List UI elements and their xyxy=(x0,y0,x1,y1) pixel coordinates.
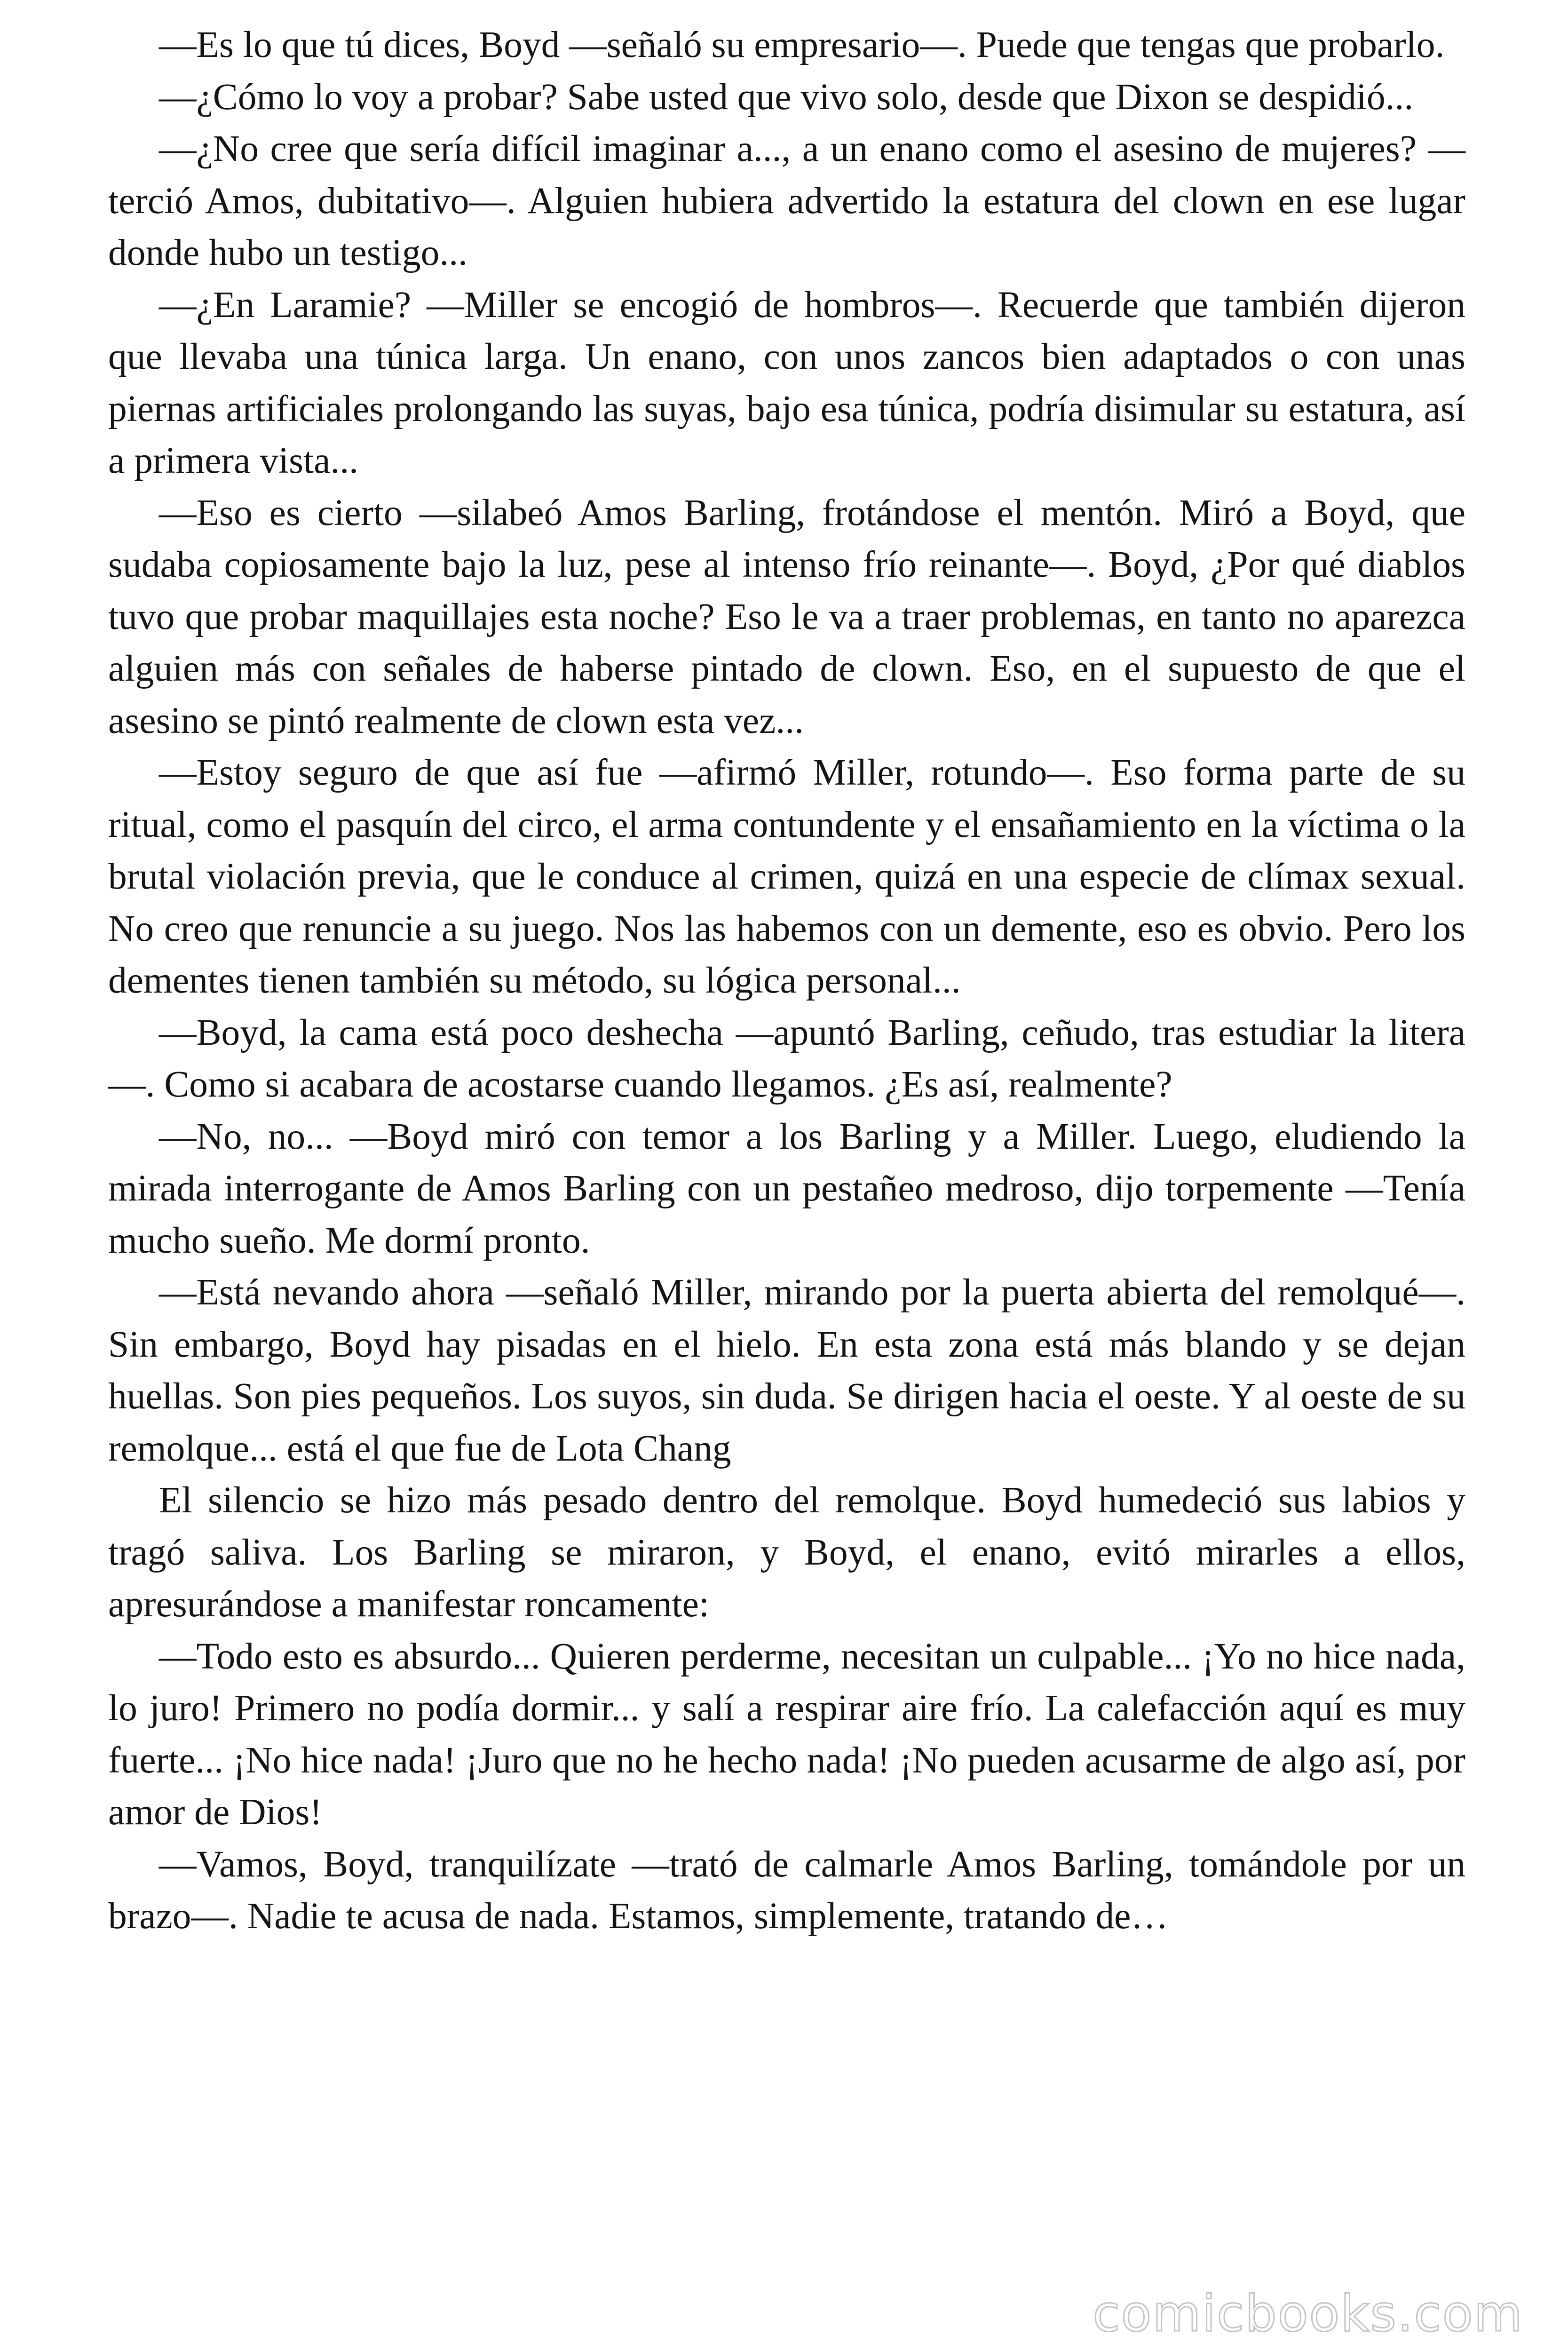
paragraph: —No, no... —Boyd miró con temor a los Barling y a Miller. Luego, eludiendo la mirada interrogante de Amos Barling con un pestañeo medroso, dijo torpemente —Tenía mucho sueño. Me dormí pronto. xyxy=(108,1115,1465,1261)
watermark: comicbooks.com xyxy=(1093,2285,1523,2343)
paragraph: —Eso es cierto —silabeó Amos Barling, frotándose el mentón. Miró a Boyd, que sudaba copiosamente bajo la luz, pese al intenso frío reinante—. Boyd, ¿Por qué diablos tuvo que probar maquillajes esta noche? Eso le va a traer problemas, en tanto no aparezca alguien más con señales de haberse pintado de clown. Eso, en el supuesto de que el asesino se pintó realmente de clown esta vez... xyxy=(108,492,1465,741)
paragraph: —Estoy seguro de que así fue —afirmó Miller, rotundo—. Eso forma parte de su ritual, como el pasquín del circo, el arma contundente y el ensañamiento en la víctima o la brutal violación previa, que le conduce al crimen, quizá en una especie de clímax sexual. No creo que renuncie a su juego. Nos las habemos con un demente, eso es obvio. Pero los dementes tienen también su método, su lógica personal... xyxy=(108,752,1465,1001)
paragraph: —¿En Laramie? —Miller se encogió de hombros—. Recuerde que también dijeron que llevaba una túnica larga. Un enano, con unos zancos bien adaptados o con unas piernas artificiales prolongando las suyas, bajo esa túnica, podría disimular su estatura, así a primera vista... xyxy=(108,284,1465,481)
page-text xyxy=(108,19,1465,1942)
paragraph: —¿Cómo lo voy a probar? Sabe usted que vivo solo, desde que Dixon se despidió... xyxy=(159,76,1414,118)
paragraph: —Vamos, Boyd, tranquilízate —trató de calmarle Amos Barling, tomándole por un brazo—. Nadie te acusa de nada. Estamos, simplemente, tratando de… xyxy=(108,1843,1465,1937)
paragraph: —Todo esto es absurdo... Quieren perderme, necesitan un culpable... ¡Yo no hice nada, lo juro! Primero no podía dormir... y salí a respirar aire frío. La calefacción aquí es muy fuerte... ¡No hice nada! ¡Juro que no he hecho nada! ¡No pueden acusarme de algo así, por amor de Dios! xyxy=(108,1635,1465,1833)
paragraph: —Boyd, la cama está poco deshecha —apuntó Barling, ceñudo, tras estudiar la litera—. Como si acabara de acostarse cuando llegamos. ¿Es así, realmente? xyxy=(108,1011,1465,1105)
paragraph: —Está nevando ahora —señaló Miller, mirando por la puerta abierta del remolqué—. Sin embargo, Boyd hay pisadas en el hielo. En esta zona está más blando y se dejan huellas. Son pies pequeños. Los suyos, sin duda. Se dirigen hacia el oeste. Y al oeste de su remolque... está el que fue de Lota Chang xyxy=(108,1271,1465,1469)
paragraph: —¿No cree que sería difícil imaginar a..., a un enano como el asesino de mujeres? —terció Amos, dubitativo—. Alguien hubiera advertido la estatura del clown en ese lugar donde hubo un testigo... xyxy=(108,128,1465,273)
paragraph: El silencio se hizo más pesado dentro del remolque. Boyd humedeció sus labios y tragó saliva. Los Barling se miraron, y Boyd, el enano, evitó mirarles a ellos, apresurándose a manifestar roncamente: xyxy=(108,1479,1465,1625)
paragraph: —Es lo que tú dices, Boyd —señaló su empresario—. Puede que tengas que probarlo. xyxy=(159,24,1445,65)
